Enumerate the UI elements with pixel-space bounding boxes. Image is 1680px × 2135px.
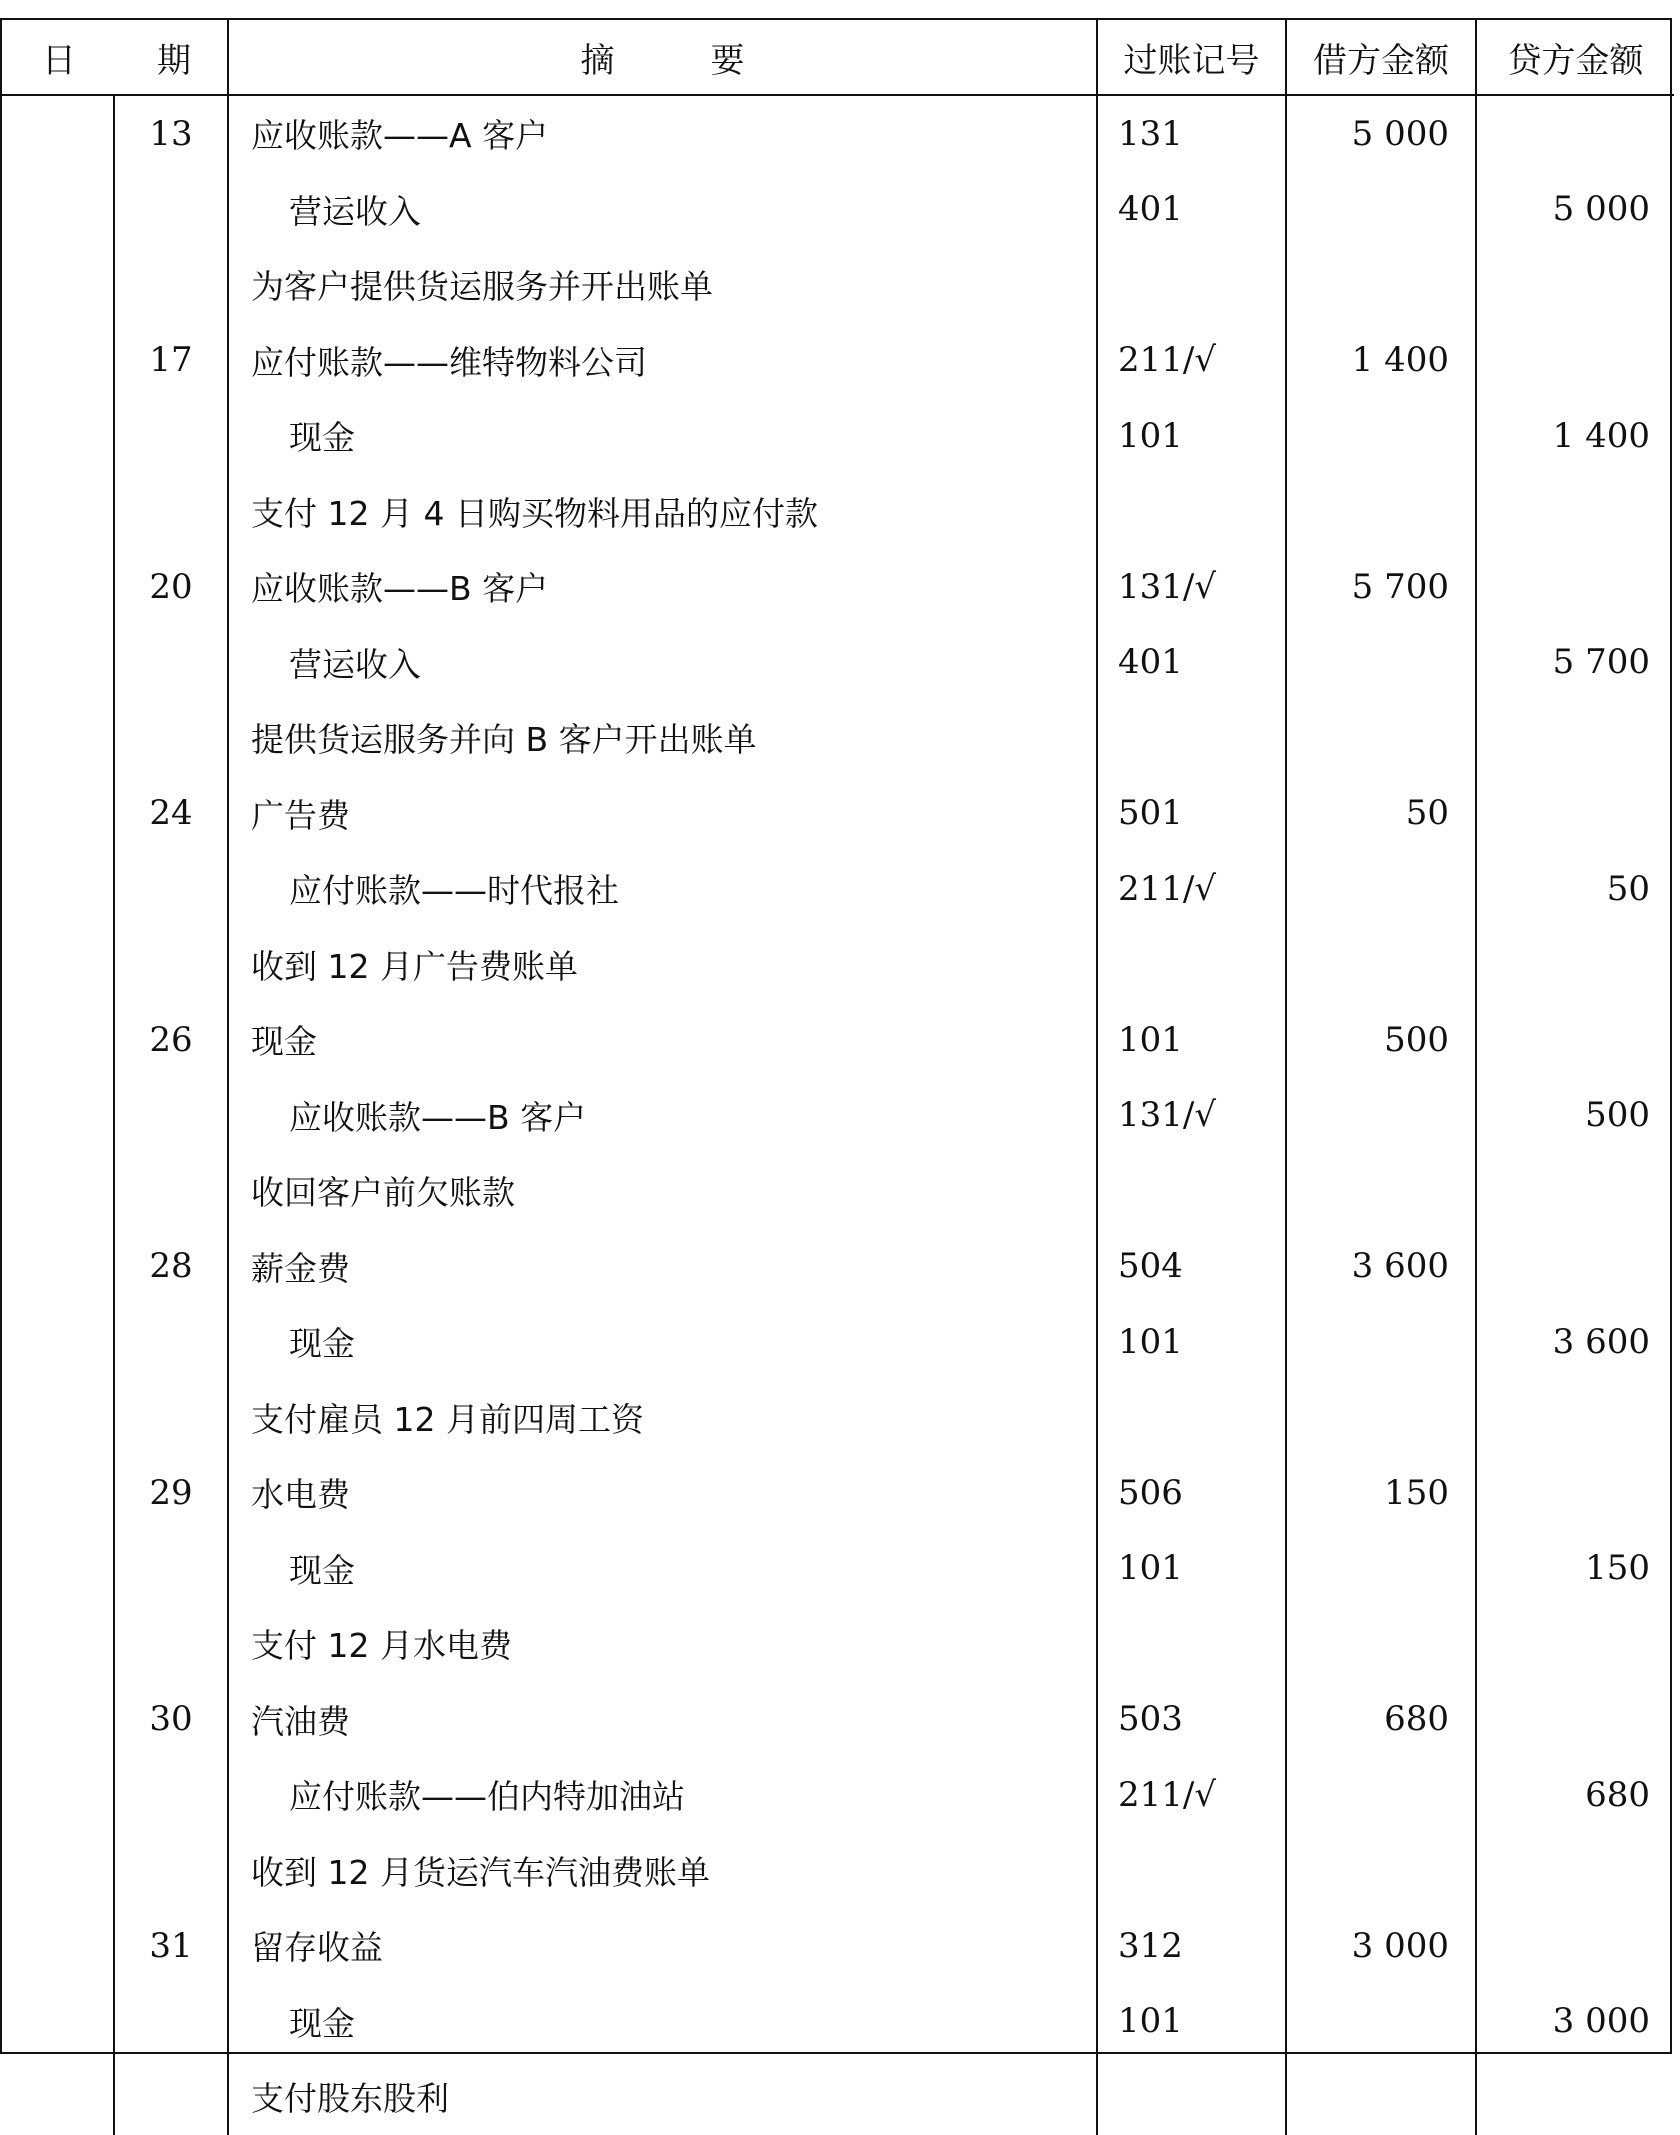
journal-row [2,1455,1674,1531]
credit-amount-cell [1476,95,1674,172]
debit-amount-cell [1286,1606,1476,1682]
credit-amount-cell [1476,1682,1674,1758]
summary-cell: 为客户提供货运服务并开出账单 [228,247,1097,323]
date-day-cell [114,398,228,474]
posting-ref-cell: 211/√ [1097,1757,1286,1833]
date-month-cell [2,398,114,474]
date-month-cell [2,1153,114,1229]
date-day-cell: 30 [114,1682,228,1758]
posting-ref-cell [1097,474,1286,550]
debit-amount-cell [1286,1380,1476,1456]
summary-cell: 广告费 [228,776,1097,852]
header-date-month: 日 [2,20,114,95]
debit-amount-cell [1286,1153,1476,1229]
date-day-cell: 26 [114,1002,228,1078]
credit-amount-cell [1476,1002,1674,1078]
credit-amount-cell: 50 [1606,868,1650,909]
summary-cell: 支付雇员 12 月前四周工资 [228,1380,1097,1456]
posting-ref-cell: 131/√ [1097,549,1286,625]
debit-amount-cell [1286,1757,1476,1833]
journal-row [2,1304,1674,1380]
date-day-cell [114,1531,228,1607]
date-day-cell [114,1153,228,1229]
summary-cell: 应付账款——伯内特加油站 [228,1757,1097,1833]
credit-amount-cell [1476,1455,1674,1531]
debit-amount-cell [1286,2059,1476,2135]
date-month-cell [2,1833,114,1909]
posting-ref-cell [1097,1380,1286,1456]
journal-row [2,1229,1674,1305]
posting-ref-cell: 101 [1097,1002,1286,1078]
summary-cell: 应付账款——时代报社 [228,851,1097,927]
date-day-cell [114,625,228,701]
summary-cell: 收到 12 月货运汽车汽油费账单 [228,1833,1097,1909]
summary-cell: 支付 12 月水电费 [228,1606,1097,1682]
debit-amount-cell: 150 [1286,1455,1476,1531]
date-day-cell: 17 [114,323,228,399]
journal-row [2,625,1674,701]
summary-cell: 现金 [228,398,1097,474]
date-day-cell [114,1606,228,1682]
date-day-cell [114,1304,228,1380]
debit-amount-cell: 680 [1286,1682,1476,1758]
debit-amount-cell [1286,700,1476,776]
journal-row [2,323,1674,399]
credit-amount-cell: 680 [1585,1774,1650,1815]
credit-amount-cell: 5 700 [1552,642,1650,683]
journal-row [2,247,1674,323]
credit-amount-cell: 500 [1585,1095,1650,1136]
date-month-cell [2,1984,114,2060]
summary-cell: 汽油费 [228,1682,1097,1758]
debit-amount-cell: 1 400 [1286,323,1476,399]
debit-amount-cell: 3 600 [1286,1229,1476,1305]
date-day-cell [114,700,228,776]
date-month-cell [2,172,114,248]
posting-ref-cell [1097,1833,1286,1909]
header-debit: 借方金额 [1286,20,1476,95]
summary-cell: 收到 12 月广告费账单 [228,927,1097,1003]
date-month-cell [2,1002,114,1078]
journal-row [2,2059,1674,2135]
credit-amount-cell [1476,927,1674,1003]
summary-cell: 应收账款——B 客户 [228,549,1097,625]
journal-row [2,172,1674,248]
credit-amount-cell [1476,700,1674,776]
date-month-cell [2,1380,114,1456]
summary-cell: 水电费 [228,1455,1097,1531]
date-month-cell [2,1531,114,1607]
credit-amount-cell [1476,549,1674,625]
journal-row [2,1153,1674,1229]
posting-ref-cell: 131 [1097,95,1286,172]
date-month-cell [2,700,114,776]
summary-cell: 提供货运服务并向 B 客户开出账单 [228,700,1097,776]
posting-ref-cell: 401 [1097,625,1286,701]
credit-amount-cell [1476,2059,1674,2135]
summary-cell: 支付股东股利 [228,2059,1097,2135]
date-day-cell: 28 [114,1229,228,1305]
debit-amount-cell [1286,172,1476,248]
credit-amount-cell [1476,1908,1674,1984]
posting-ref-cell: 211/√ [1097,851,1286,927]
date-month-cell [2,323,114,399]
debit-amount-cell [1286,1833,1476,1909]
debit-amount-cell: 500 [1286,1002,1476,1078]
general-journal-table [0,18,1672,2119]
date-month-cell [2,625,114,701]
date-day-cell: 29 [114,1455,228,1531]
date-day-cell [114,172,228,248]
date-month-cell [2,851,114,927]
journal-row [2,95,1674,172]
header-posting-ref: 过账记号 [1097,20,1286,95]
credit-amount-cell [1476,1833,1674,1909]
header-date-day: 期 [114,20,228,95]
date-month-cell [2,1757,114,1833]
posting-ref-cell: 312 [1097,1908,1286,1984]
debit-amount-cell [1286,474,1476,550]
summary-cell: 营运收入 [228,172,1097,248]
date-month-cell [2,95,114,172]
credit-amount-cell [1476,1606,1674,1682]
credit-amount-cell: 3 000 [1552,2001,1650,2042]
date-month-cell [2,1229,114,1305]
summary-cell: 应收账款——B 客户 [228,1078,1097,1154]
debit-amount-cell: 50 [1286,776,1476,852]
debit-amount-cell [1286,1078,1476,1154]
credit-amount-cell [1476,323,1674,399]
journal-row [2,1682,1674,1758]
date-month-cell [2,1455,114,1531]
journal-grid [2,20,1674,2135]
journal-row [2,398,1674,474]
posting-ref-cell: 503 [1097,1682,1286,1758]
debit-amount-cell [1286,1531,1476,1607]
journal-row [2,927,1674,1003]
journal-row [2,1757,1674,1833]
posting-ref-cell [1097,2059,1286,2135]
posting-ref-cell: 506 [1097,1455,1286,1531]
summary-cell: 现金 [228,1002,1097,1078]
summary-cell: 营运收入 [228,625,1097,701]
date-day-cell: 13 [114,95,228,172]
date-day-cell [114,1380,228,1456]
date-day-cell: 24 [114,776,228,852]
date-month-cell [2,2059,114,2135]
debit-amount-cell [1286,625,1476,701]
journal-row [2,1833,1674,1909]
date-day-cell [114,474,228,550]
date-day-cell [114,1078,228,1154]
posting-ref-cell [1097,927,1286,1003]
credit-amount-cell: 3 600 [1552,1321,1650,1362]
summary-cell: 薪金费 [228,1229,1097,1305]
date-month-cell [2,1078,114,1154]
journal-row [2,1078,1674,1154]
summary-cell: 应付账款——维特物料公司 [228,323,1097,399]
posting-ref-cell: 504 [1097,1229,1286,1305]
debit-amount-cell [1286,398,1476,474]
date-day-cell [114,1833,228,1909]
date-month-cell [2,1908,114,1984]
date-month-cell [2,1682,114,1758]
summary-cell: 现金 [228,1531,1097,1607]
header-summary-char-1: 摘 [580,40,615,81]
credit-amount-cell: 5 000 [1552,189,1650,230]
date-day-cell [114,851,228,927]
posting-ref-cell: 211/√ [1097,323,1286,399]
journal-row [2,1606,1674,1682]
debit-amount-cell: 5 700 [1286,549,1476,625]
posting-ref-cell: 131/√ [1097,1078,1286,1154]
posting-ref-cell [1097,700,1286,776]
header-summary-char-2: 要 [710,40,745,81]
journal-row [2,1002,1674,1078]
journal-body [2,95,1674,2135]
date-month-cell [2,549,114,625]
date-month-cell [2,776,114,852]
journal-row [2,1380,1674,1456]
summary-cell: 收回客户前欠账款 [228,1153,1097,1229]
credit-amount-cell [1476,1229,1674,1305]
debit-amount-cell [1286,927,1476,1003]
posting-ref-cell: 101 [1097,1984,1286,2060]
posting-ref-cell: 501 [1097,776,1286,852]
journal-row [2,700,1674,776]
journal-row [2,474,1674,550]
debit-amount-cell [1286,1984,1476,2060]
date-month-cell [2,247,114,323]
date-day-cell [114,1984,228,2060]
date-day-cell [114,927,228,1003]
summary-cell: 支付 12 月 4 日购买物料用品的应付款 [228,474,1097,550]
credit-amount-cell: 150 [1585,1548,1650,1589]
summary-cell: 现金 [228,1304,1097,1380]
credit-amount-cell [1476,776,1674,852]
journal-row [2,549,1674,625]
date-month-cell [2,1304,114,1380]
summary-cell: 应收账款——A 客户 [228,95,1097,172]
posting-ref-cell: 401 [1097,172,1286,248]
date-day-cell: 20 [114,549,228,625]
date-day-cell: 31 [114,1908,228,1984]
header-credit: 贷方金额 [1476,20,1674,95]
debit-amount-cell [1286,851,1476,927]
debit-amount-cell [1286,247,1476,323]
credit-amount-cell [1476,1380,1674,1456]
credit-amount-cell: 1 400 [1552,415,1650,456]
debit-amount-cell [1286,1304,1476,1380]
credit-amount-cell [1476,474,1674,550]
header-summary [228,20,1097,95]
journal-row [2,1908,1674,1984]
journal-row [2,1984,1674,2060]
date-day-cell [114,1757,228,1833]
journal-row [2,776,1674,852]
date-month-cell [2,1606,114,1682]
credit-amount-cell [1476,247,1674,323]
posting-ref-cell: 101 [1097,398,1286,474]
journal-row [2,851,1674,927]
posting-ref-cell [1097,1153,1286,1229]
date-day-cell [114,247,228,323]
posting-ref-cell [1097,1606,1286,1682]
summary-cell: 现金 [228,1984,1097,2060]
journal-row [2,1531,1674,1607]
date-month-cell [2,927,114,1003]
date-month-cell [2,474,114,550]
journal-header [2,20,1674,95]
posting-ref-cell [1097,247,1286,323]
date-day-cell [114,2059,228,2135]
debit-amount-cell: 3 000 [1286,1908,1476,1984]
posting-ref-cell: 101 [1097,1531,1286,1607]
debit-amount-cell: 5 000 [1286,95,1476,172]
summary-cell: 留存收益 [228,1908,1097,1984]
credit-amount-cell [1476,1153,1674,1229]
posting-ref-cell: 101 [1097,1304,1286,1380]
